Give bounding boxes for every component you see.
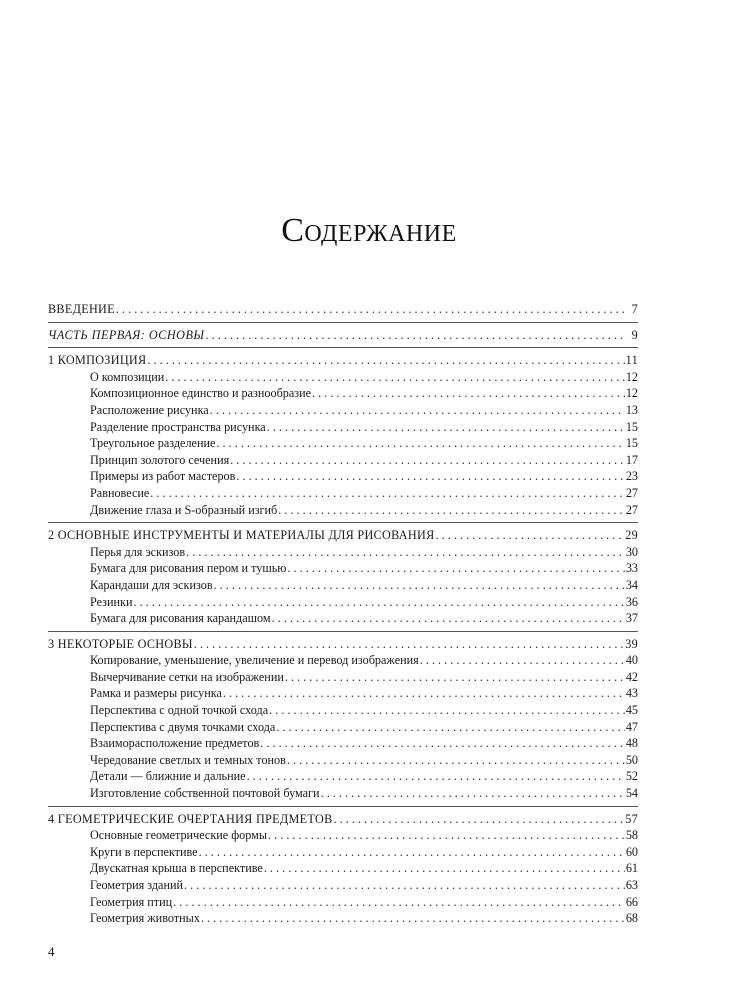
toc-section-entry — [48, 636, 638, 653]
toc-subentry — [48, 719, 638, 736]
dot-leader — [268, 827, 625, 844]
toc-entry-label: Примеры из работ мастеров — [90, 469, 236, 484]
toc-entry-label: Разделение пространства рисунка — [90, 419, 266, 434]
toc-entry-page: 9 — [631, 327, 638, 342]
dot-leader — [230, 452, 625, 469]
section-divider — [48, 347, 638, 348]
toc-entry-label: Треугольное разделение — [90, 436, 216, 451]
dot-leader — [285, 669, 625, 686]
page-number: 4 — [48, 944, 55, 959]
toc-subentry — [48, 544, 638, 561]
toc-subentry — [48, 369, 638, 386]
toc-subentry — [48, 385, 638, 402]
toc-entry-page: 33 — [625, 561, 638, 576]
dot-leader — [199, 844, 625, 861]
dot-leader — [194, 636, 624, 653]
toc-entry-label: Чередование светлых и темных тонов — [90, 752, 286, 767]
toc-entry-page: 15 — [625, 436, 638, 451]
toc-entry-label: 2 ОСНОВНЫЕ ИНСТРУМЕНТЫ И МАТЕРИАЛЫ ДЛЯ РИСОВАНИЯ — [48, 528, 435, 543]
toc-section-entry — [48, 352, 638, 369]
toc-section-entry — [48, 327, 638, 344]
dot-leader — [201, 910, 625, 927]
dot-leader — [133, 594, 624, 611]
toc-entry-page: 45 — [625, 703, 638, 718]
dot-leader — [267, 419, 625, 436]
toc-entry-page: 43 — [625, 686, 638, 701]
dot-leader — [184, 877, 625, 894]
toc-entry-page: 23 — [625, 469, 638, 484]
toc-entry-label: Копирование, уменьшение, увеличение и перевод изображения — [90, 653, 419, 668]
toc-entry-label: 3 НЕКОТОРЫЕ ОСНОВЫ — [48, 636, 193, 651]
dot-leader — [206, 327, 627, 344]
toc-entry-page: 13 — [625, 402, 638, 417]
dot-leader — [278, 502, 625, 519]
toc-entry-page: 39 — [625, 636, 638, 651]
dot-leader — [260, 735, 625, 752]
dot-leader — [272, 610, 625, 627]
dot-leader — [186, 544, 625, 561]
toc-entry-label: Резинки — [90, 594, 133, 609]
dot-leader — [173, 894, 625, 911]
toc-subentry — [48, 844, 638, 861]
dot-leader — [210, 402, 625, 419]
toc-subentry — [48, 785, 638, 802]
section-divider — [48, 631, 638, 632]
toc-entry-page: 27 — [625, 502, 638, 517]
toc-entry-page: 50 — [625, 752, 638, 767]
toc-subentry — [48, 485, 638, 502]
toc-entry-label: Перья для эскизов — [90, 544, 186, 559]
toc-entry-page: 42 — [625, 669, 638, 684]
toc-subentry — [48, 768, 638, 785]
toc-entry-page: 52 — [625, 769, 638, 784]
toc-subentry — [48, 419, 638, 436]
toc-entry-label: Изготовление собственной почтовой бумаги — [90, 786, 320, 801]
toc-entry-page: 36 — [625, 594, 638, 609]
dot-leader — [312, 385, 625, 402]
toc-entry-page: 60 — [625, 844, 638, 859]
toc-entry-page: 68 — [625, 911, 638, 926]
dot-leader — [287, 752, 625, 769]
toc-entry-page: 63 — [625, 878, 638, 892]
toc-entry-page: 12 — [625, 369, 638, 384]
toc-subentry — [48, 402, 638, 419]
table-of-contents — [48, 301, 638, 927]
toc-entry-page: 27 — [625, 485, 638, 500]
toc-subentry — [48, 702, 638, 719]
toc-entry-label: Детали — ближние и дальние — [90, 769, 246, 784]
dot-leader — [269, 702, 625, 719]
toc-subentry — [48, 594, 638, 611]
toc-subentry — [48, 560, 638, 577]
toc-entry-page: 34 — [625, 577, 638, 592]
toc-entry-label: Круги в перспективе — [90, 844, 198, 859]
toc-entry-label: Геометрия птиц — [90, 894, 173, 909]
toc-entry-page: 12 — [625, 386, 638, 401]
toc-subentry — [48, 669, 638, 686]
toc-entry-label: Основные геометрические формы — [90, 828, 268, 843]
dot-leader — [420, 652, 625, 669]
toc-entry-page: 30 — [625, 544, 638, 559]
dot-leader — [436, 527, 625, 544]
toc-entry-label: Геометрия зданий — [90, 878, 184, 892]
toc-entry-page: 57 — [625, 811, 638, 826]
toc-subentry — [48, 468, 638, 485]
toc-entry-label: Вычерчивание сетки на изображении — [90, 669, 284, 684]
toc-entry-label: Взаиморасположение предметов — [90, 736, 260, 751]
toc-subentry — [48, 877, 638, 894]
toc-entry-label: Перспектива с двумя точками схода — [90, 719, 276, 734]
toc-entry-label: Композиционное единство и разнообразие — [90, 386, 312, 401]
toc-entry-label: Карандаши для эскизов — [90, 577, 213, 592]
dot-leader — [334, 811, 625, 828]
dot-leader — [147, 352, 624, 369]
toc-entry-page: 61 — [625, 861, 638, 876]
dot-leader — [264, 860, 625, 877]
section-divider — [48, 806, 638, 807]
toc-entry-label: Движение глаза и S-образный изгиб — [90, 502, 278, 517]
toc-entry-page: 17 — [625, 452, 638, 467]
toc-subentry — [48, 610, 638, 627]
toc-section-entry — [48, 301, 638, 318]
toc-subentry — [48, 685, 638, 702]
toc-entry-label: Перспектива с одной точкой схода — [90, 703, 269, 718]
toc-entry-page: 37 — [625, 611, 638, 626]
dot-leader — [247, 768, 625, 785]
toc-entry-label: Расположение рисунка — [90, 402, 209, 417]
toc-entry-label: 1 КОМПОЗИЦИЯ — [48, 353, 147, 368]
dot-leader — [116, 301, 627, 318]
toc-entry-label: О композиции — [90, 369, 165, 384]
section-divider — [48, 322, 638, 323]
toc-entry-label: Бумага для рисования карандашом — [90, 611, 271, 626]
toc-entry-page: 29 — [625, 528, 638, 543]
toc-section-entry — [48, 811, 638, 828]
page-title: Содержание — [281, 212, 457, 249]
toc-entry-label: Равновесие — [90, 485, 150, 500]
toc-subentry — [48, 735, 638, 752]
toc-subentry — [48, 652, 638, 669]
toc-entry-page: 48 — [625, 736, 638, 751]
dot-leader — [150, 485, 625, 502]
toc-subentry — [48, 860, 638, 877]
toc-entry-page: 66 — [625, 894, 638, 909]
toc-subentry — [48, 452, 638, 469]
toc-entry-label: Геометрия животных — [90, 911, 200, 926]
toc-entry-page: 15 — [625, 419, 638, 434]
dot-leader — [276, 719, 624, 736]
toc-subentry — [48, 894, 638, 911]
toc-entry-page: 40 — [625, 653, 638, 668]
toc-entry-label: 4 ГЕОМЕТРИЧЕСКИЕ ОЧЕРТАНИЯ ПРЕДМЕТОВ — [48, 811, 333, 826]
dot-leader — [321, 785, 625, 802]
toc-subentry — [48, 827, 638, 844]
dot-leader — [214, 577, 625, 594]
toc-entry-label: Бумага для рисования пером и тушью — [90, 561, 287, 576]
toc-entry-label: Принцип золотого сечения — [90, 452, 230, 467]
toc-subentry — [48, 502, 638, 519]
toc-entry-page: 11 — [625, 353, 638, 368]
toc-entry-page: 7 — [631, 302, 638, 316]
toc-subentry — [48, 752, 638, 769]
dot-leader — [287, 560, 624, 577]
toc-subentry — [48, 577, 638, 594]
toc-entry-page: 54 — [625, 786, 638, 801]
toc-entry-label: Рамка и размеры рисунка — [90, 686, 222, 701]
toc-entry-page: 58 — [625, 828, 638, 843]
toc-entry-label: ВВЕДЕНИЕ — [48, 302, 115, 316]
section-divider — [48, 522, 638, 523]
toc-section-entry — [48, 527, 638, 544]
toc-subentry — [48, 435, 638, 452]
toc-entry-label: Двускатная крыша в перспективе — [90, 861, 263, 876]
dot-leader — [223, 685, 625, 702]
toc-subentry — [48, 910, 638, 927]
dot-leader — [216, 435, 624, 452]
toc-entry-page: 47 — [625, 719, 638, 734]
dot-leader — [165, 369, 625, 386]
dot-leader — [236, 468, 624, 485]
toc-entry-label: ЧАСТЬ ПЕРВАЯ: ОСНОВЫ — [48, 327, 205, 342]
